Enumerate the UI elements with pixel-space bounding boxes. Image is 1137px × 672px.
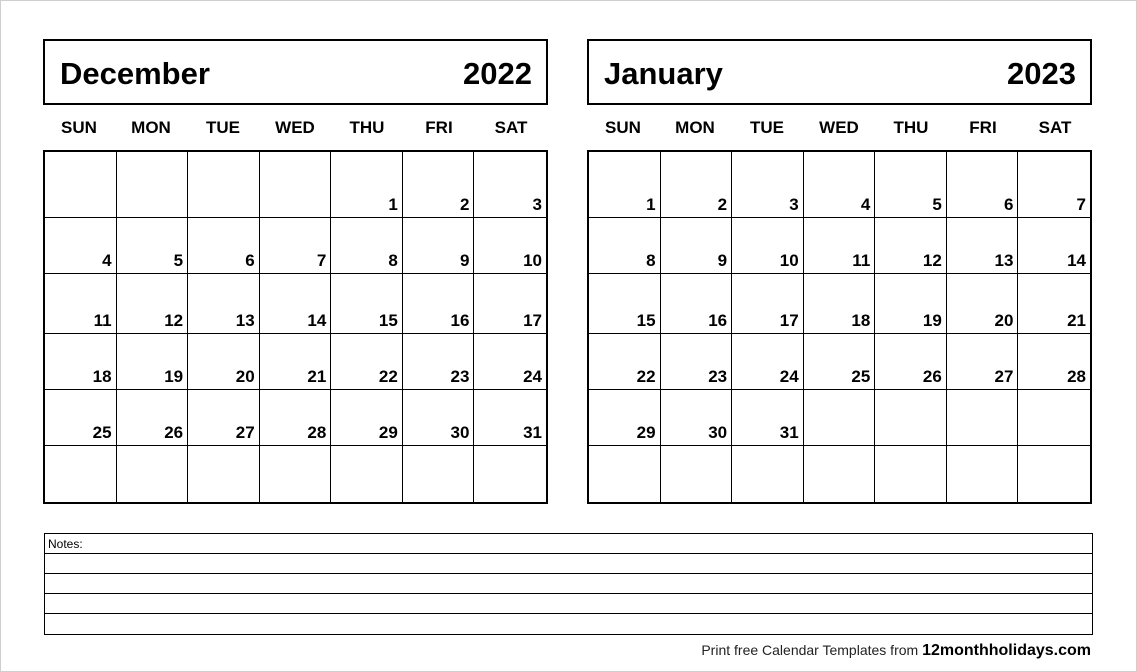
day-number: 18 <box>851 311 871 330</box>
day-number: 7 <box>1076 195 1086 214</box>
day-cell <box>661 334 733 390</box>
day-number: 2 <box>459 195 470 214</box>
notes-box <box>44 533 1093 635</box>
day-cell <box>875 218 947 274</box>
day-number: 26 <box>164 423 184 442</box>
day-cell <box>403 390 475 446</box>
day-cell <box>589 218 661 274</box>
day-cell <box>732 274 804 334</box>
day-cell <box>589 446 661 502</box>
day-cell <box>661 274 733 334</box>
day-cell <box>403 334 475 390</box>
day-cell <box>188 274 260 334</box>
weekday-label: MON <box>131 117 171 137</box>
day-cell <box>117 152 189 218</box>
day-cell <box>589 152 661 218</box>
day-number: 3 <box>789 195 799 214</box>
notes-line <box>45 554 1092 574</box>
day-cell <box>1018 218 1090 274</box>
weekday-header <box>43 105 548 150</box>
day-cell <box>661 390 733 446</box>
day-cell <box>331 152 403 218</box>
weekday-header <box>587 105 1092 150</box>
day-cell <box>875 334 947 390</box>
day-number: 20 <box>994 311 1014 330</box>
day-cell <box>474 334 546 390</box>
weekday-label: THU <box>893 117 929 137</box>
day-cell <box>403 218 475 274</box>
day-number: 9 <box>459 251 470 270</box>
day-number: 26 <box>922 367 942 386</box>
weekday-label: FRI <box>425 117 453 137</box>
day-cell <box>403 152 475 218</box>
day-cell <box>45 446 117 502</box>
day-number: 9 <box>717 251 728 270</box>
day-cell <box>1018 390 1090 446</box>
day-cell <box>1018 152 1090 218</box>
day-cell <box>732 334 804 390</box>
day-cell <box>947 390 1019 446</box>
weekday-label: WED <box>819 117 859 137</box>
day-number: 2 <box>717 195 728 214</box>
day-number: 1 <box>388 195 398 214</box>
day-cell <box>474 274 546 334</box>
day-cell <box>188 334 260 390</box>
weekday-label: SAT <box>1038 117 1072 137</box>
day-cell <box>875 446 947 502</box>
day-cell <box>117 390 189 446</box>
day-cell <box>947 274 1019 334</box>
day-cell <box>260 152 332 218</box>
day-cell <box>45 152 117 218</box>
month-title-box <box>587 39 1092 105</box>
day-number: 19 <box>922 311 942 330</box>
day-cell <box>188 446 260 502</box>
day-number: 8 <box>388 251 398 270</box>
day-cell <box>331 446 403 502</box>
day-cell <box>45 274 117 334</box>
footer-text: Print free Calendar Templates from <box>701 642 919 658</box>
day-cell <box>117 274 189 334</box>
day-number: 5 <box>932 195 942 214</box>
month-title-box <box>43 39 548 105</box>
day-number: 25 <box>92 423 112 442</box>
day-cell <box>188 390 260 446</box>
day-cell <box>260 334 332 390</box>
day-number: 27 <box>235 423 255 442</box>
day-number: 30 <box>450 423 470 442</box>
weekday-label: TUE <box>206 117 240 137</box>
day-number: 6 <box>1003 195 1014 214</box>
day-number: 14 <box>307 311 327 330</box>
day-number: 4 <box>860 195 871 214</box>
day-number: 6 <box>245 251 255 270</box>
day-number: 13 <box>994 251 1014 270</box>
day-cell <box>331 334 403 390</box>
day-number: 11 <box>852 251 871 270</box>
notes-label: Notes: <box>48 537 83 551</box>
day-cell <box>188 152 260 218</box>
day-cell <box>1018 274 1090 334</box>
day-number: 31 <box>779 423 799 442</box>
day-number: 10 <box>779 251 799 270</box>
day-number: 21 <box>1067 311 1086 330</box>
day-cell <box>661 446 733 502</box>
weekday-label: SUN <box>61 117 97 137</box>
day-number: 20 <box>235 367 255 386</box>
day-cell <box>732 152 804 218</box>
day-number: 24 <box>779 367 799 386</box>
day-cell <box>875 390 947 446</box>
day-cell <box>732 446 804 502</box>
weekday-label: SAT <box>494 117 528 137</box>
day-number: 16 <box>450 311 470 330</box>
day-number: 14 <box>1067 251 1086 270</box>
day-cell <box>947 218 1019 274</box>
day-number: 18 <box>92 367 112 386</box>
day-cell <box>331 390 403 446</box>
month-year: 2022 <box>463 56 532 91</box>
footer-site-link[interactable]: 12monthholidays.com <box>922 642 1091 659</box>
weekday-label: FRI <box>969 117 997 137</box>
day-number: 21 <box>307 367 327 386</box>
day-number: 28 <box>307 423 327 442</box>
day-number: 12 <box>922 251 942 270</box>
day-cell <box>804 274 876 334</box>
day-number: 31 <box>523 423 542 442</box>
day-number: 29 <box>378 423 398 442</box>
day-number: 11 <box>93 311 112 330</box>
day-cell <box>947 334 1019 390</box>
day-number: 19 <box>164 367 184 386</box>
day-number: 1 <box>646 195 656 214</box>
day-number: 16 <box>708 311 728 330</box>
day-number: 4 <box>102 251 112 270</box>
day-cell <box>188 218 260 274</box>
day-number: 25 <box>851 367 871 386</box>
notes-line <box>45 594 1092 614</box>
day-cell <box>45 218 117 274</box>
day-cell <box>474 152 546 218</box>
day-grid <box>587 150 1092 504</box>
month-calendar-january <box>587 39 1092 504</box>
day-number: 17 <box>779 311 799 330</box>
day-cell <box>1018 334 1090 390</box>
day-cell <box>732 390 804 446</box>
day-cell <box>474 446 546 502</box>
day-cell <box>45 390 117 446</box>
day-number: 7 <box>316 251 327 270</box>
day-number: 23 <box>708 367 728 386</box>
day-cell <box>1018 446 1090 502</box>
weekday-label: SUN <box>605 117 641 137</box>
day-number: 23 <box>450 367 470 386</box>
day-cell <box>804 446 876 502</box>
day-number: 27 <box>994 367 1014 386</box>
day-number: 29 <box>636 423 656 442</box>
day-number: 10 <box>523 251 542 270</box>
day-cell <box>403 274 475 334</box>
day-cell <box>804 334 876 390</box>
day-cell <box>875 152 947 218</box>
day-cell <box>589 334 661 390</box>
weekday-label: TUE <box>750 117 784 137</box>
footer-credit <box>701 642 1091 660</box>
day-number: 3 <box>532 195 542 214</box>
day-grid <box>43 150 548 504</box>
day-cell <box>260 446 332 502</box>
weekday-label: WED <box>275 117 315 137</box>
day-number: 8 <box>646 251 656 270</box>
notes-line <box>45 534 1092 554</box>
day-number: 17 <box>523 311 542 330</box>
day-cell <box>661 218 733 274</box>
day-cell <box>260 274 332 334</box>
notes-line <box>45 574 1092 594</box>
day-number: 5 <box>173 251 184 270</box>
day-number: 15 <box>636 311 656 330</box>
day-cell <box>732 218 804 274</box>
day-cell <box>403 446 475 502</box>
day-number: 12 <box>164 311 184 330</box>
day-cell <box>117 446 189 502</box>
month-name: December <box>60 56 210 91</box>
day-number: 22 <box>378 367 398 386</box>
day-cell <box>875 274 947 334</box>
day-cell <box>589 274 661 334</box>
month-calendar-december <box>43 39 548 504</box>
day-cell <box>661 152 733 218</box>
day-cell <box>45 334 117 390</box>
day-cell <box>474 218 546 274</box>
day-number: 24 <box>523 367 542 386</box>
day-cell <box>260 390 332 446</box>
day-cell <box>589 390 661 446</box>
day-cell <box>117 218 189 274</box>
weekday-label: THU <box>349 117 385 137</box>
day-cell <box>331 218 403 274</box>
day-number: 15 <box>378 311 398 330</box>
day-cell <box>804 152 876 218</box>
month-name: January <box>604 56 723 91</box>
day-cell <box>804 390 876 446</box>
day-cell <box>804 218 876 274</box>
notes-line <box>45 614 1092 634</box>
day-number: 13 <box>235 311 255 330</box>
day-cell <box>947 152 1019 218</box>
day-cell <box>331 274 403 334</box>
day-cell <box>117 334 189 390</box>
day-number: 28 <box>1067 367 1086 386</box>
day-cell <box>947 446 1019 502</box>
day-cell <box>474 390 546 446</box>
month-year: 2023 <box>1007 56 1076 91</box>
day-number: 30 <box>708 423 728 442</box>
day-number: 22 <box>636 367 656 386</box>
day-cell <box>260 218 332 274</box>
weekday-label: MON <box>675 117 715 137</box>
